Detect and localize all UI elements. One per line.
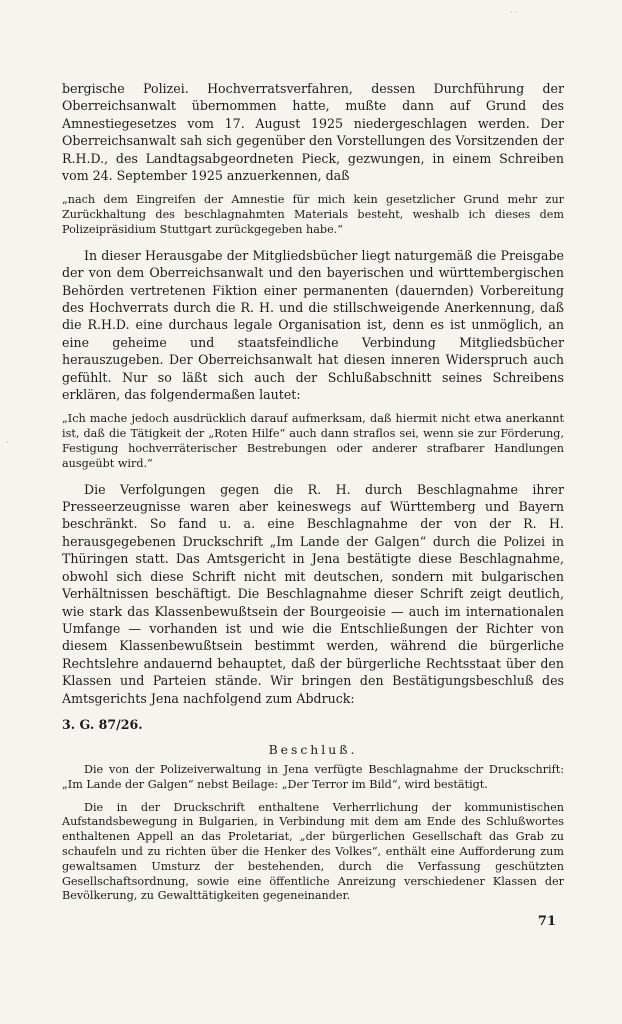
case-reference: 3. G. 87/26.	[62, 716, 143, 732]
decision-heading: Beschluß.	[268, 741, 358, 757]
decision-paragraph-2: Die in der Druckschrift enthaltene Verherrlichung der kommunistischen Aufstandsbewegung in Bulgarien, in Verbindung mit dem am Ende des Schlußwortes enthaltenen Appell an das Proletariat, „der bürgerlichen Gesellschaft das Grab zu schaufeln und zu richten über die Henker des Volkes“, enthält eine Aufforderung zum gewaltsamen Umsturz der bestehenden, durch die Verfassung geschützten Gesellschaftsordnung, sowie eine öffentliche Anreizung verschiedener Klassen der Bevölkerung, zu Gewalttätigkeiten gegeneinander.	[62, 800, 564, 903]
scan-speck: · ·	[510, 8, 518, 17]
quote-amnesty: „nach dem Eingreifen der Amnestie für mich kein gesetzlicher Grund mehr zur Zurückhaltung des beschlagnahmten Materials besteht, weshalb ich dieses dem Polizeipräsidium Stuttgart zurückgegeben habe.“	[62, 193, 564, 237]
decision-paragraph-1: Die von der Polizeiverwaltung in Jena verfügte Beschlagnahme der Druckschrift: „Im Lande der Galgen“ nebst Beilage: „Der Terror im Bild“, wird bestätigt.	[62, 762, 564, 791]
page-number: 71	[537, 914, 556, 929]
paragraph-prosecution: bergische Polizei. Hochverratsverfahren, dessen Durchführung der Oberreichsanwalt übernommen hatte, mußte dann auf Grund des Amnestiegesetzes vom 17. August 1925 niedergeschlagen werden. Der Oberreichsanwalt sah sich gegenüber den Vorstellungen des Vorsitzenden der R.H.D., des Landtagsabgeordneten Pieck, gezwungen, in einem Schreiben vom 24. September 1925 anzuerkennen, daß	[62, 81, 564, 184]
paragraph-membership-books: In dieser Herausgabe der Mitgliedsbücher liegt naturgemäß die Preisgabe der von dem Oberreichsanwalt und den bayerischen und württembergischen Behörden vertretenen Fiktion einer permanenten (dauernden) Vorbereitung des Hochverrats durch die R. H. und die stillschweigende Anerkennung, daß die R.H.D. eine durchaus legale Organisation ist, denn es ist unmöglich, an eine geheime und staatsfeindliche Verbindung Mitgliedsbücher herauszugeben. Der Oberreichsanwalt hat diesen inneren Widerspruch auch gefühlt. Nur so läßt sich auch der Schlußabschnitt seines Schreibens erklären, das folgendermaßen lautet:	[62, 247, 564, 403]
quote-red-aid: „Ich mache jedoch ausdrücklich darauf aufmerksam, daß hiermit nicht etwa anerkannt ist, daß die Tätigkeit der „Roten Hilfe“ auch dann straflos sei, wenn sie zur Förderung, Festigung hochverräterischer Bestrebungen oder anderer strafbarer Handlungen ausgeübt wird.“	[62, 412, 564, 470]
paragraph-persecution: Die Verfolgungen gegen die R. H. durch Beschlagnahme ihrer Presseerzeugnisse waren aber keineswegs auf Württemberg und Bayern beschränkt. So fand u. a. eine Beschlagnahme der von der R. H. herausgegebenen Druckschrift „Im Lande der Galgen“ durch die Polizei in Thüringen statt. Das Amtsgericht in Jena bestätigte diese Beschlagnahme, obwohl sich diese Schrift nicht mit deutschen, sondern mit bulgarischen Verhältnissen beschäftigt. Die Beschlagnahme dieser Schrift zeigt deutlich, wie stark das Klassenbewußtsein der Bourgeoisie — auch im internationalen Umfange — vorhanden ist und wie die Entschließungen der Richter von diesem Klassenbewußtsein bestimmt werden, während die bürgerliche Rechtslehre andauernd behauptet, daß der bürgerliche Rechtsstaat über den Klassen und Parteien stände. Wir bringen den Bestätigungsbeschluß des Amtsgerichts Jena nachfolgend zum Abdruck:	[62, 481, 564, 706]
scan-speck: ·	[6, 438, 9, 447]
